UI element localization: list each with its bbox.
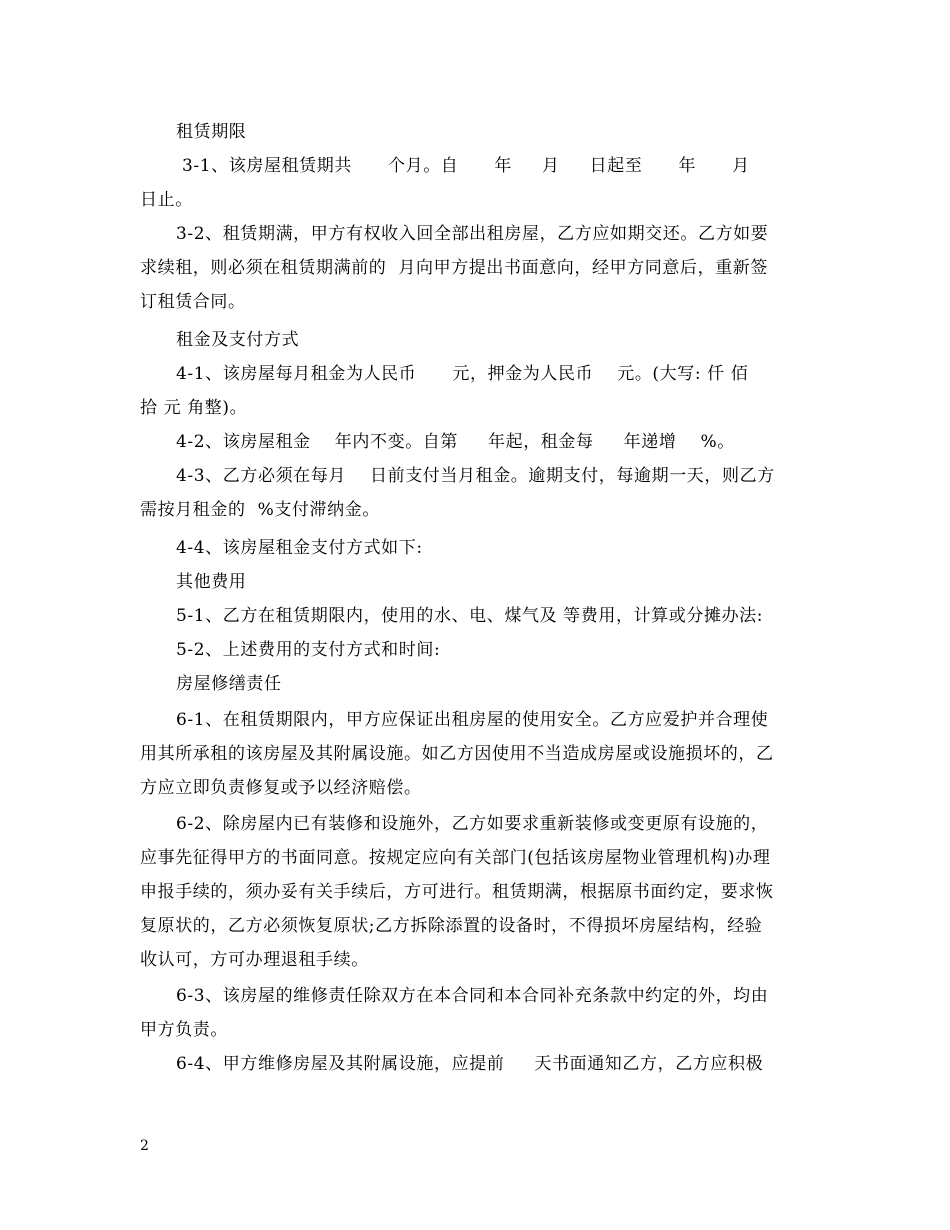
clause-3-1-line-1: 3-1、该房屋租赁期共 个月。自 年 月 日起至 年 月 [176, 156, 750, 176]
clause-6-1-line-2: 用其所承租的该房屋及其附属设施。如乙方因使用不当造成房屋或设施损坏的，乙 [140, 744, 774, 764]
clause-4-3-line-1: 4-3、乙方必须在每月 日前支付当月租金。逾期支付，每逾期一天，则乙方 [176, 466, 775, 486]
clause-6-2-line-3: 申报手续的，须办妥有关手续后，方可进行。租赁期满，根据原书面约定，要求恢 [140, 882, 774, 902]
clause-6-2-line-5: 收认可，方可办理退租手续。 [140, 950, 369, 970]
section-heading-rent-payment: 租金及支付方式 [176, 330, 300, 350]
clause-4-2: 4-2、该房屋租金 年内不变。自第 年起，租金每 年递增 %。 [176, 432, 735, 452]
clause-4-1-line-2: 拾 元 角整)。 [140, 398, 248, 418]
clause-4-1-line-1: 4-1、该房屋每月租金为人民币 元，押金为人民币 元。(大写: 仟 佰 [176, 364, 749, 384]
section-heading-lease-term: 租赁期限 [176, 122, 247, 142]
clause-6-2-line-4: 复原状的，乙方必须恢复原状;乙方拆除添置的设备时，不得损坏房屋结构，经验 [140, 916, 763, 936]
section-heading-repair: 房屋修缮责任 [176, 674, 282, 694]
clause-3-1-line-2: 日止。 [140, 190, 193, 210]
clause-6-2-line-1: 6-2、除房屋内已有装修和设施外，乙方如要求重新装修或变更原有设施的， [176, 814, 769, 834]
clause-3-2-line-1: 3-2、租赁期满，甲方有权收入回全部出租房屋，乙方应如期交还。乙方如要 [176, 224, 769, 244]
clause-4-3-line-2: 需按月租金的 %支付滞纳金。 [140, 500, 380, 520]
clause-6-1-line-3: 方应立即负责修复或予以经济赔偿。 [140, 778, 422, 798]
clause-3-2-line-2: 求续租，则必须在租赁期满前的 月向甲方提出书面意向，经甲方同意后，重新签 [140, 258, 769, 278]
clause-6-1-line-1: 6-1、在租赁期限内，甲方应保证出租房屋的使用安全。乙方应爱护并合理使 [176, 710, 769, 730]
clause-3-2-line-3: 订租赁合同。 [140, 292, 246, 312]
clause-6-3-line-2: 甲方负责。 [140, 1020, 228, 1040]
section-heading-other-fees: 其他费用 [176, 572, 247, 592]
clause-6-4-line-1: 6-4、甲方维修房屋及其附属设施，应提前 天书面通知乙方，乙方应积极 [176, 1054, 764, 1074]
clause-4-4: 4-4、该房屋租金支付方式如下: [176, 538, 423, 558]
clause-6-2-line-2: 应事先征得甲方的书面同意。按规定应向有关部门(包括该房屋物业管理机构)办理 [140, 848, 771, 868]
clause-5-2: 5-2、上述费用的支付方式和时间: [176, 640, 441, 660]
clause-6-3-line-1: 6-3、该房屋的维修责任除双方在本合同和本合同补充条款中约定的外，均由 [176, 986, 769, 1006]
clause-5-1: 5-1、乙方在租赁期限内，使用的水、电、煤气及 等费用，计算或分摊办法: [176, 606, 764, 626]
page-number: 2 [140, 1138, 149, 1154]
